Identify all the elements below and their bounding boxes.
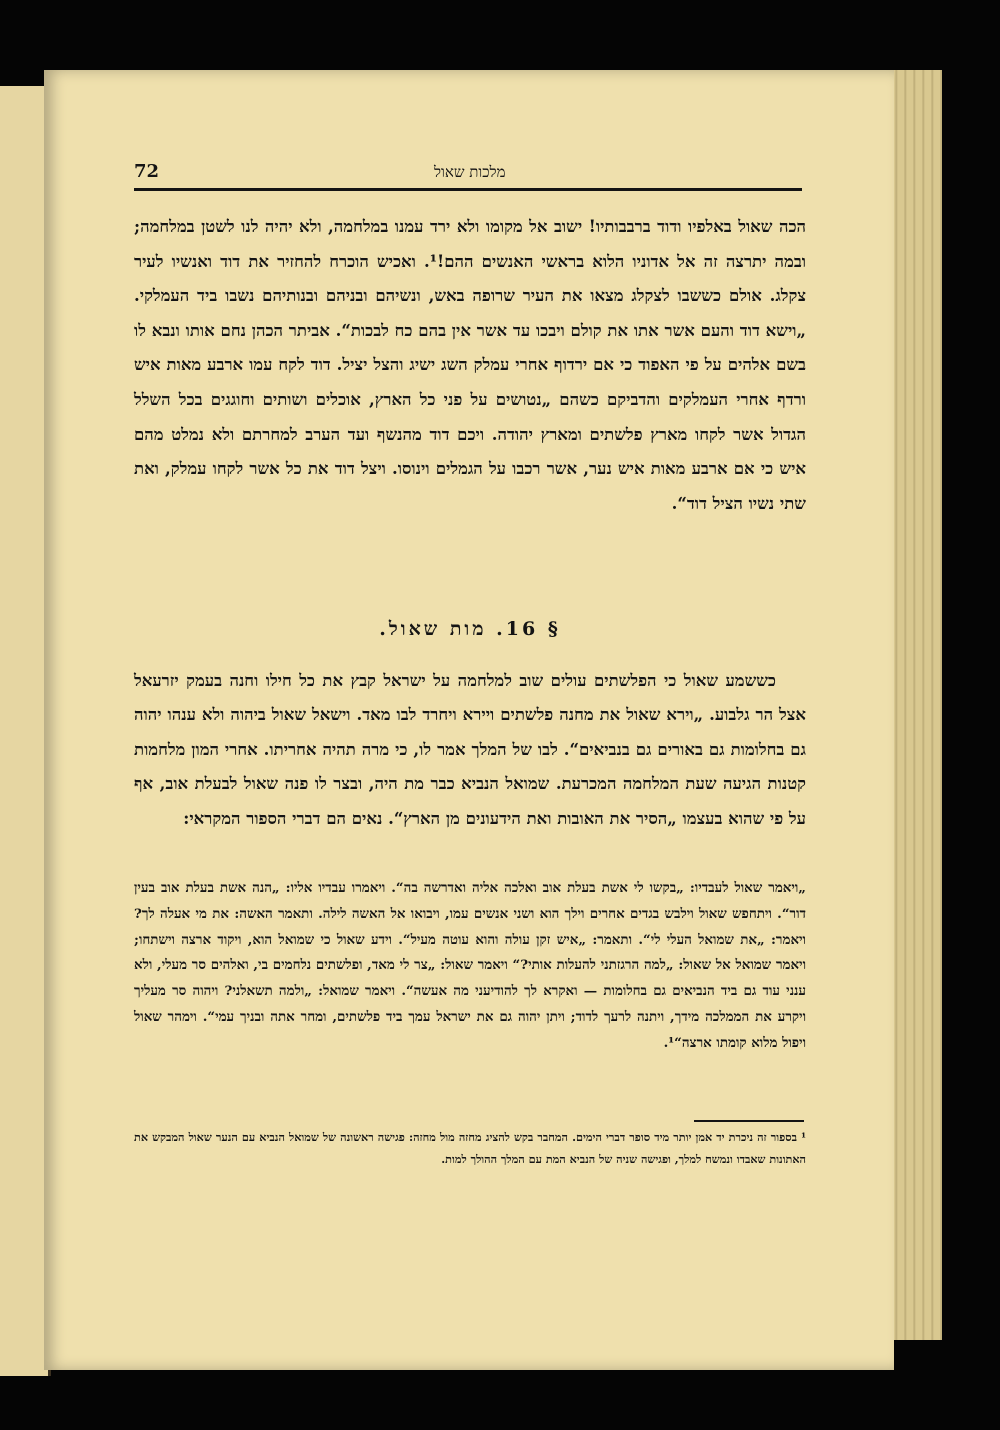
- book-page: [44, 70, 894, 1370]
- paragraph-2: כששמע שאול כי הפלשתים עולים שוב למלחמה על ישראל קבץ את כל חילו וחנה בעמק יזרעאל אצל הר גלבוע. „וירא שאול את מחנה פלשתים ויירא ויחרד לבו מאד. וישאל שאול ביהוה ולא ענהו יהוה גם בחלומות גם באורים גם בנביאים“. לבו של המלך אמר לו, כי מרה תהיה אחריתו. אחרי המון מלחמות קטנות הגיעה שעת המלחמה המכרעת. שמואל הנביא כבר מת היה, ובצר לו פנה שאול לבעלת אוב, אף על פי שהוא בעצמו „הסיר את האובות ואת הידעונים מן הארץ“. נאים הם דברי הספור המקראי:: [134, 671, 806, 828]
- biblical-quote: „ויאמר שאול לעבדיו: „בקשו לי אשת בעלת אוב ואלכה אליה ואדרשה בה“. ויאמרו עבדיו אליו: „הנה אשת בעלת אוב בעין דור“. ויתחפש שאול וילבש בגדים אחרים וילך הוא ושני אנשים עמו, ויבואו אל האשה לילה. ותאמר האשה: את מי אעלה לך? ויאמר: „את שמואל העלי לי“. ותאמר: „איש זקן עולה והוא עוטה מעיל“. וידע שאול כי שמואל הוא, ויקוד ארצה וישתחו; ויאמר שמואל אל שאול: „למה הרגזתני להעלות אותי?“ ויאמר שאול: „צר לי מאד, ופלשתים נלחמים בי, ואלהים סר מעלי, ולא ענני עוד גם ביד הנביאים גם בחלומות — ואקרא לך להודיעני מה אעשה“. ויאמר שמואל: „ולמה תשאלני? ויהוה סר מעליך ויקרע את הממלכה מידך, ויתנה לרעך לדוד; ויתן יהוה גם את ישראל עמך ביד פלשתים, ומחר אתה ובניך עמי“. וימהר שאול ויפול מלוא קומתו ארצה“¹.: [134, 880, 806, 1051]
- running-head: מלכות שאול: [434, 163, 506, 181]
- page-number: 72: [134, 161, 160, 182]
- footnote: ¹ בספור זה ניכרת יד אמן יותר מיד סופר דברי הימים. המחבר בקש להציג מחזה מול מחזה: פגישה ראשונה של שמואל הנביא עם הנער שאול המבקש את האתונות שאבדו ונמשח למלך, ופגישה שניה של הנביא המת עם המלך ההולך למות.: [134, 1130, 806, 1166]
- page-header: [134, 158, 802, 191]
- footnote-rule: [694, 1120, 804, 1122]
- paragraph-1: הכה שאול באלפיו ודוד ברבבותיו! ישוב אל מקומו ולא ירד עמנו במלחמה, ולא יהיה לנו לשטן במלחמה; ובמה יתרצה זה אל אדוניו הלוא בראשי האנשים ההם!¹. ואכיש הוכרח להחזיר את דוד ואנשיו לעיר צקלג. אולם כששבו לצקלג מצאו את העיר שרופה באש, ונשיהם ובניהם ובנותיהם נשבו ביד העמלקי. „וישא דוד והעם אשר אתו את קולם ויבכו עד אשר אין בהם כח לבכות“. אביתר הכהן נחם אותו ונבא לו בשם אלהים על פי האפוד כי אם ירדוף אחרי עמלק השג ישיג והצל יציל. דוד לקח עמו ארבע מאות איש ורדף אחרי העמלקים והדביקם כשהם „נטושים על פני כל הארץ, אוכלים ושותים וחוגגים בכל השלל הגדול אשר לקחו מארץ פלשתים ומארץ יהודה. ויכם דוד מהנשף ועד הערב למחרתם ולא נמלט מהם איש כי אם ארבע מאות איש נער, אשר רכבו על הגמלים וינוסו. ויצל דוד את כל אשר לקחו עמלק, ואת שתי נשיו הציל דוד“.: [134, 217, 807, 513]
- section-title: § 16. מות שאול.: [379, 618, 561, 640]
